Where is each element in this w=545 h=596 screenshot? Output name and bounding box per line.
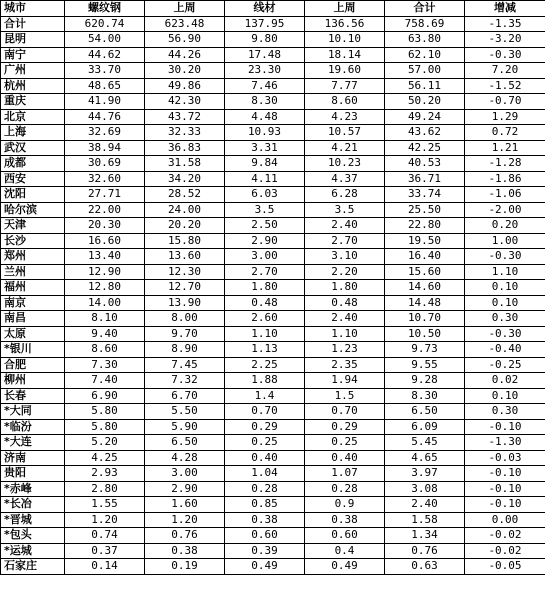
cell-change: -0.30 [465, 47, 545, 63]
cell-rebar: 7.40 [65, 373, 145, 389]
cell-wire-rod: 0.40 [225, 450, 305, 466]
table-row [1, 435, 545, 451]
cell-rebar: 8.10 [65, 311, 145, 327]
cell-wire-rod: 3.31 [225, 140, 305, 156]
table-row [1, 342, 545, 358]
cell-total: 14.48 [385, 295, 465, 311]
cell-rebar-last-week: 56.90 [145, 32, 225, 48]
cell-wire-rod: 17.48 [225, 47, 305, 63]
cell-rebar-last-week: 13.60 [145, 249, 225, 265]
cell-change: -0.40 [465, 342, 545, 358]
cell-city: *银川 [1, 342, 65, 358]
cell-total: 0.76 [385, 543, 465, 559]
cell-city: 郑州 [1, 249, 65, 265]
table-row [1, 543, 545, 559]
cell-wire-rod: 2.50 [225, 218, 305, 234]
cell-wire-rod-last-week: 0.29 [305, 419, 385, 435]
cell-rebar: 54.00 [65, 32, 145, 48]
cell-rebar: 48.65 [65, 78, 145, 94]
cell-rebar: 33.70 [65, 63, 145, 79]
cell-rebar-last-week: 12.70 [145, 280, 225, 296]
cell-city: 南宁 [1, 47, 65, 63]
header-rebar: 螺纹钢 [65, 1, 145, 17]
cell-change: 1.21 [465, 140, 545, 156]
cell-total: 63.80 [385, 32, 465, 48]
cell-rebar-last-week: 15.80 [145, 233, 225, 249]
cell-rebar: 0.37 [65, 543, 145, 559]
cell-rebar: 2.93 [65, 466, 145, 482]
cell-change: -0.10 [465, 466, 545, 482]
cell-wire-rod-last-week: 19.60 [305, 63, 385, 79]
table-row [1, 16, 545, 32]
cell-wire-rod: 2.70 [225, 264, 305, 280]
cell-change: -0.02 [465, 543, 545, 559]
cell-wire-rod-last-week: 0.40 [305, 450, 385, 466]
table-row [1, 295, 545, 311]
cell-rebar: 32.60 [65, 171, 145, 187]
cell-change: -1.06 [465, 187, 545, 203]
cell-total: 9.28 [385, 373, 465, 389]
cell-wire-rod-last-week: 0.49 [305, 559, 385, 575]
cell-city: 长沙 [1, 233, 65, 249]
cell-city: 南昌 [1, 311, 65, 327]
cell-wire-rod: 9.80 [225, 32, 305, 48]
table-row [1, 450, 545, 466]
table-row [1, 125, 545, 141]
table-row [1, 202, 545, 218]
cell-rebar: 4.25 [65, 450, 145, 466]
header-wire-rod-last-week: 上周 [305, 1, 385, 17]
cell-wire-rod-last-week: 1.23 [305, 342, 385, 358]
cell-rebar-last-week: 13.90 [145, 295, 225, 311]
cell-city: 昆明 [1, 32, 65, 48]
cell-city: 天津 [1, 218, 65, 234]
cell-total: 56.11 [385, 78, 465, 94]
cell-wire-rod-last-week: 0.25 [305, 435, 385, 451]
cell-total: 25.50 [385, 202, 465, 218]
cell-city: 合计 [1, 16, 65, 32]
cell-rebar-last-week: 3.00 [145, 466, 225, 482]
cell-city: 合肥 [1, 357, 65, 373]
cell-rebar-last-week: 6.50 [145, 435, 225, 451]
header-row [1, 1, 545, 17]
cell-total: 758.69 [385, 16, 465, 32]
cell-change: -0.30 [465, 326, 545, 342]
cell-wire-rod-last-week: 136.56 [305, 16, 385, 32]
table-row [1, 264, 545, 280]
table-row [1, 140, 545, 156]
table-row [1, 156, 545, 172]
cell-rebar-last-week: 49.86 [145, 78, 225, 94]
cell-wire-rod-last-week: 3.5 [305, 202, 385, 218]
cell-total: 16.40 [385, 249, 465, 265]
cell-wire-rod-last-week: 4.21 [305, 140, 385, 156]
cell-city: 兰州 [1, 264, 65, 280]
table-row [1, 233, 545, 249]
table-row [1, 466, 545, 482]
cell-wire-rod-last-week: 0.4 [305, 543, 385, 559]
cell-total: 6.09 [385, 419, 465, 435]
cell-wire-rod: 0.49 [225, 559, 305, 575]
cell-total: 10.70 [385, 311, 465, 327]
cell-rebar-last-week: 20.20 [145, 218, 225, 234]
cell-rebar-last-week: 4.28 [145, 450, 225, 466]
header-wire-rod: 线材 [225, 1, 305, 17]
table-row [1, 528, 545, 544]
table-row [1, 280, 545, 296]
cell-wire-rod: 0.29 [225, 419, 305, 435]
table-row [1, 109, 545, 125]
cell-wire-rod: 0.60 [225, 528, 305, 544]
cell-rebar-last-week: 32.33 [145, 125, 225, 141]
cell-city: 贵阳 [1, 466, 65, 482]
cell-rebar-last-week: 9.70 [145, 326, 225, 342]
cell-change: -0.05 [465, 559, 545, 575]
cell-change: -1.35 [465, 16, 545, 32]
cell-city: *临汾 [1, 419, 65, 435]
cell-city: 广州 [1, 63, 65, 79]
cell-rebar: 5.80 [65, 419, 145, 435]
cell-rebar-last-week: 24.00 [145, 202, 225, 218]
cell-city: 石家庄 [1, 559, 65, 575]
cell-rebar: 0.74 [65, 528, 145, 544]
table-row [1, 63, 545, 79]
cell-city: *运城 [1, 543, 65, 559]
table-row [1, 249, 545, 265]
cell-wire-rod: 6.03 [225, 187, 305, 203]
cell-total: 15.60 [385, 264, 465, 280]
cell-change: -0.30 [465, 249, 545, 265]
cell-rebar-last-week: 28.52 [145, 187, 225, 203]
table-row [1, 373, 545, 389]
cell-wire-rod-last-week: 2.40 [305, 218, 385, 234]
cell-change: -2.00 [465, 202, 545, 218]
cell-total: 62.10 [385, 47, 465, 63]
cell-wire-rod-last-week: 10.10 [305, 32, 385, 48]
cell-city: 杭州 [1, 78, 65, 94]
header-city: 城市 [1, 1, 65, 17]
cell-city: 西安 [1, 171, 65, 187]
cell-wire-rod: 4.48 [225, 109, 305, 125]
cell-city: *大同 [1, 404, 65, 420]
cell-total: 3.08 [385, 481, 465, 497]
cell-change: 0.30 [465, 311, 545, 327]
cell-wire-rod: 3.00 [225, 249, 305, 265]
cell-wire-rod: 0.70 [225, 404, 305, 420]
table-body [1, 16, 545, 574]
cell-wire-rod-last-week: 0.60 [305, 528, 385, 544]
cell-rebar-last-week: 30.20 [145, 63, 225, 79]
cell-rebar: 1.55 [65, 497, 145, 513]
cell-wire-rod: 4.11 [225, 171, 305, 187]
cell-change: 1.10 [465, 264, 545, 280]
cell-change: 0.10 [465, 280, 545, 296]
cell-wire-rod: 8.30 [225, 94, 305, 110]
cell-wire-rod: 0.25 [225, 435, 305, 451]
table-row [1, 32, 545, 48]
cell-rebar: 0.14 [65, 559, 145, 575]
cell-change: 1.29 [465, 109, 545, 125]
cell-city: 长春 [1, 388, 65, 404]
cell-wire-rod: 0.48 [225, 295, 305, 311]
cell-wire-rod: 23.30 [225, 63, 305, 79]
cell-rebar: 12.80 [65, 280, 145, 296]
cell-rebar: 6.90 [65, 388, 145, 404]
cell-change: 0.10 [465, 388, 545, 404]
cell-rebar-last-week: 36.83 [145, 140, 225, 156]
cell-change: -0.03 [465, 450, 545, 466]
cell-rebar-last-week: 1.20 [145, 512, 225, 528]
cell-wire-rod-last-week: 1.5 [305, 388, 385, 404]
cell-city: *晋城 [1, 512, 65, 528]
cell-wire-rod-last-week: 0.9 [305, 497, 385, 513]
cell-rebar-last-week: 5.90 [145, 419, 225, 435]
cell-total: 9.55 [385, 357, 465, 373]
cell-city: *长冶 [1, 497, 65, 513]
cell-wire-rod: 9.84 [225, 156, 305, 172]
cell-change: -0.10 [465, 419, 545, 435]
cell-rebar-last-week: 31.58 [145, 156, 225, 172]
cell-wire-rod-last-week: 1.07 [305, 466, 385, 482]
cell-rebar: 5.80 [65, 404, 145, 420]
cell-rebar-last-week: 0.76 [145, 528, 225, 544]
cell-wire-rod-last-week: 2.40 [305, 311, 385, 327]
cell-city: *大连 [1, 435, 65, 451]
cell-wire-rod-last-week: 8.60 [305, 94, 385, 110]
cell-rebar: 32.69 [65, 125, 145, 141]
cell-wire-rod-last-week: 10.57 [305, 125, 385, 141]
cell-total: 40.53 [385, 156, 465, 172]
table-row [1, 419, 545, 435]
cell-rebar: 2.80 [65, 481, 145, 497]
cell-rebar: 14.00 [65, 295, 145, 311]
cell-wire-rod-last-week: 0.70 [305, 404, 385, 420]
cell-total: 36.71 [385, 171, 465, 187]
cell-wire-rod-last-week: 7.77 [305, 78, 385, 94]
cell-total: 4.65 [385, 450, 465, 466]
cell-wire-rod-last-week: 0.28 [305, 481, 385, 497]
cell-wire-rod: 1.13 [225, 342, 305, 358]
cell-rebar: 30.69 [65, 156, 145, 172]
cell-city: 上海 [1, 125, 65, 141]
cell-rebar: 41.90 [65, 94, 145, 110]
cell-wire-rod: 1.04 [225, 466, 305, 482]
cell-rebar: 7.30 [65, 357, 145, 373]
cell-rebar-last-week: 7.45 [145, 357, 225, 373]
cell-wire-rod-last-week: 4.23 [305, 109, 385, 125]
cell-city: 南京 [1, 295, 65, 311]
cell-wire-rod-last-week: 1.94 [305, 373, 385, 389]
cell-wire-rod: 0.38 [225, 512, 305, 528]
cell-total: 10.50 [385, 326, 465, 342]
cell-change: 0.30 [465, 404, 545, 420]
cell-rebar-last-week: 5.50 [145, 404, 225, 420]
cell-change: -1.28 [465, 156, 545, 172]
cell-wire-rod: 0.39 [225, 543, 305, 559]
cell-wire-rod-last-week: 10.23 [305, 156, 385, 172]
table-row [1, 404, 545, 420]
cell-city: *赤峰 [1, 481, 65, 497]
cell-total: 22.80 [385, 218, 465, 234]
cell-wire-rod: 10.93 [225, 125, 305, 141]
cell-rebar: 9.40 [65, 326, 145, 342]
cell-change: -1.30 [465, 435, 545, 451]
cell-change: 0.02 [465, 373, 545, 389]
cell-rebar-last-week: 1.60 [145, 497, 225, 513]
cell-wire-rod-last-week: 1.80 [305, 280, 385, 296]
cell-wire-rod-last-week: 6.28 [305, 187, 385, 203]
cell-wire-rod: 1.10 [225, 326, 305, 342]
table-row [1, 512, 545, 528]
cell-city: *包头 [1, 528, 65, 544]
cell-rebar-last-week: 8.00 [145, 311, 225, 327]
cell-total: 42.25 [385, 140, 465, 156]
header-change: 增减 [465, 1, 545, 17]
cell-wire-rod-last-week: 0.38 [305, 512, 385, 528]
cell-change: -1.86 [465, 171, 545, 187]
table-row [1, 78, 545, 94]
cell-total: 5.45 [385, 435, 465, 451]
cell-change: -1.52 [465, 78, 545, 94]
cell-rebar-last-week: 44.26 [145, 47, 225, 63]
table-row [1, 171, 545, 187]
cell-change: 0.20 [465, 218, 545, 234]
cell-rebar-last-week: 42.30 [145, 94, 225, 110]
cell-rebar-last-week: 7.32 [145, 373, 225, 389]
cell-wire-rod: 7.46 [225, 78, 305, 94]
cell-total: 9.73 [385, 342, 465, 358]
cell-rebar-last-week: 623.48 [145, 16, 225, 32]
cell-total: 1.58 [385, 512, 465, 528]
cell-total: 3.97 [385, 466, 465, 482]
cell-total: 43.62 [385, 125, 465, 141]
cell-rebar: 8.60 [65, 342, 145, 358]
cell-city: 武汉 [1, 140, 65, 156]
header-total: 合计 [385, 1, 465, 17]
cell-total: 49.24 [385, 109, 465, 125]
cell-wire-rod: 2.90 [225, 233, 305, 249]
cell-rebar: 620.74 [65, 16, 145, 32]
table-row [1, 326, 545, 342]
cell-change: -0.10 [465, 497, 545, 513]
cell-wire-rod-last-week: 18.14 [305, 47, 385, 63]
table-row [1, 94, 545, 110]
cell-change: -0.25 [465, 357, 545, 373]
table-row [1, 311, 545, 327]
cell-change: 1.00 [465, 233, 545, 249]
cell-change: 0.72 [465, 125, 545, 141]
cell-wire-rod-last-week: 0.48 [305, 295, 385, 311]
cell-wire-rod-last-week: 2.35 [305, 357, 385, 373]
table-row [1, 559, 545, 575]
cell-wire-rod: 1.4 [225, 388, 305, 404]
cell-total: 8.30 [385, 388, 465, 404]
cell-rebar: 12.90 [65, 264, 145, 280]
cell-rebar: 5.20 [65, 435, 145, 451]
cell-city: 济南 [1, 450, 65, 466]
cell-change: -0.02 [465, 528, 545, 544]
cell-rebar: 13.40 [65, 249, 145, 265]
cell-rebar: 44.76 [65, 109, 145, 125]
cell-total: 50.20 [385, 94, 465, 110]
cell-change: 0.10 [465, 295, 545, 311]
cell-rebar-last-week: 6.70 [145, 388, 225, 404]
header-rebar-last-week: 上周 [145, 1, 225, 17]
cell-rebar-last-week: 12.30 [145, 264, 225, 280]
cell-rebar-last-week: 34.20 [145, 171, 225, 187]
cell-rebar-last-week: 0.19 [145, 559, 225, 575]
cell-change: 7.20 [465, 63, 545, 79]
cell-wire-rod-last-week: 2.70 [305, 233, 385, 249]
cell-wire-rod: 137.95 [225, 16, 305, 32]
cell-wire-rod-last-week: 4.37 [305, 171, 385, 187]
cell-rebar: 20.30 [65, 218, 145, 234]
cell-change: -0.10 [465, 481, 545, 497]
table-row [1, 218, 545, 234]
cell-total: 19.50 [385, 233, 465, 249]
cell-wire-rod: 0.28 [225, 481, 305, 497]
table-row [1, 187, 545, 203]
cell-wire-rod-last-week: 1.10 [305, 326, 385, 342]
cell-wire-rod: 2.60 [225, 311, 305, 327]
cell-total: 1.34 [385, 528, 465, 544]
cell-city: 柳州 [1, 373, 65, 389]
cell-change: 0.00 [465, 512, 545, 528]
cell-rebar-last-week: 0.38 [145, 543, 225, 559]
cell-city: 哈尔滨 [1, 202, 65, 218]
cell-wire-rod: 3.5 [225, 202, 305, 218]
cell-wire-rod: 0.85 [225, 497, 305, 513]
cell-wire-rod: 1.88 [225, 373, 305, 389]
cell-wire-rod-last-week: 3.10 [305, 249, 385, 265]
table-row [1, 388, 545, 404]
cell-city: 福州 [1, 280, 65, 296]
cell-total: 57.00 [385, 63, 465, 79]
cell-rebar: 44.62 [65, 47, 145, 63]
cell-city: 重庆 [1, 94, 65, 110]
cell-city: 沈阳 [1, 187, 65, 203]
table-row [1, 357, 545, 373]
cell-change: -0.70 [465, 94, 545, 110]
cell-rebar: 27.71 [65, 187, 145, 203]
cell-city: 北京 [1, 109, 65, 125]
cell-rebar: 38.94 [65, 140, 145, 156]
cell-change: -3.20 [465, 32, 545, 48]
cell-wire-rod-last-week: 2.20 [305, 264, 385, 280]
cell-rebar-last-week: 43.72 [145, 109, 225, 125]
cell-rebar: 22.00 [65, 202, 145, 218]
cell-rebar: 16.60 [65, 233, 145, 249]
cell-total: 14.60 [385, 280, 465, 296]
table-row [1, 47, 545, 63]
cell-rebar: 1.20 [65, 512, 145, 528]
cell-total: 6.50 [385, 404, 465, 420]
table-row [1, 497, 545, 513]
cell-city: 太原 [1, 326, 65, 342]
cell-total: 33.74 [385, 187, 465, 203]
cell-rebar-last-week: 8.90 [145, 342, 225, 358]
cell-total: 0.63 [385, 559, 465, 575]
cell-rebar-last-week: 2.90 [145, 481, 225, 497]
cell-total: 2.40 [385, 497, 465, 513]
cell-wire-rod: 2.25 [225, 357, 305, 373]
cell-wire-rod: 1.80 [225, 280, 305, 296]
table-row [1, 481, 545, 497]
cell-city: 成都 [1, 156, 65, 172]
